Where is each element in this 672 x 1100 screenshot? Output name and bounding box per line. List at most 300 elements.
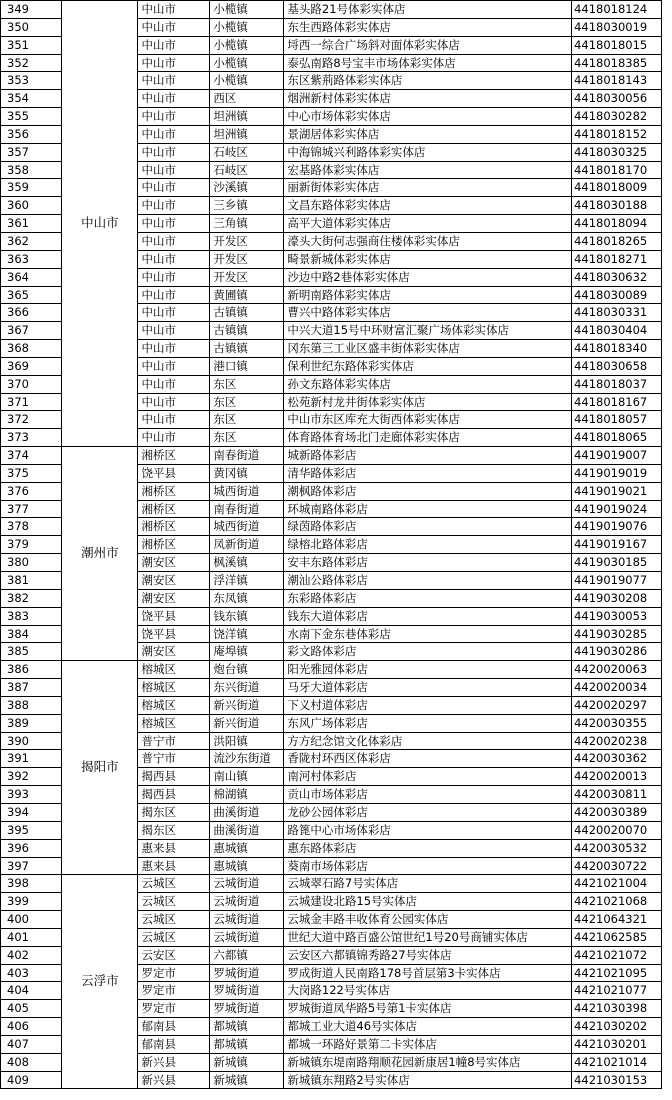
district-cell: 饶平县: [138, 464, 210, 482]
district-cell: 中山市: [138, 393, 210, 411]
town-cell: 开发区: [210, 268, 284, 286]
row-number-cell: 371: [1, 393, 62, 411]
station-code-cell: 4418018152: [572, 125, 662, 143]
station-code-cell: 4420020013: [572, 768, 662, 786]
row-number-cell: 387: [1, 679, 62, 697]
address-cell: 都城一环路好景第二卡实体店: [284, 1035, 572, 1053]
address-cell: 畸景新城体彩实体店: [284, 250, 572, 268]
town-cell: 东凤镇: [210, 589, 284, 607]
station-code-cell: 4418018265: [572, 232, 662, 250]
row-number-cell: 393: [1, 786, 62, 804]
town-cell: 西区: [210, 90, 284, 108]
district-cell: 湘桥区: [138, 518, 210, 536]
city-cell: 云浮市: [62, 875, 138, 1089]
town-cell: 洪阳镇: [210, 732, 284, 750]
address-cell: 南河村体彩店: [284, 768, 572, 786]
town-cell: 东兴街道: [210, 679, 284, 697]
address-cell: 沙边中路2巷体彩实体店: [284, 268, 572, 286]
station-code-cell: 4419030185: [572, 554, 662, 572]
row-number-cell: 409: [1, 1071, 62, 1089]
town-cell: 凤新街道: [210, 536, 284, 554]
row-number-cell: 391: [1, 750, 62, 768]
district-cell: 饶平县: [138, 607, 210, 625]
station-code-cell: 4418030658: [572, 357, 662, 375]
station-code-cell: 4418018271: [572, 250, 662, 268]
row-number-cell: 353: [1, 72, 62, 90]
address-cell: 方方纪念馆文化体彩店: [284, 732, 572, 750]
address-cell: 云城金丰路丰收体育公园实体店: [284, 911, 572, 929]
station-code-cell: 4418018124: [572, 1, 662, 19]
district-cell: 中山市: [138, 143, 210, 161]
address-cell: 云安区六都镇锦秀路27号实体店: [284, 946, 572, 964]
row-number-cell: 399: [1, 893, 62, 911]
station-code-cell: 4421030398: [572, 1000, 662, 1018]
address-cell: 钱东大道体彩店: [284, 607, 572, 625]
town-cell: 惠城镇: [210, 839, 284, 857]
town-cell: 小榄镇: [210, 36, 284, 54]
station-code-cell: 4419030053: [572, 607, 662, 625]
row-number-cell: 360: [1, 197, 62, 215]
town-cell: 云城街道: [210, 893, 284, 911]
district-cell: 中山市: [138, 340, 210, 358]
station-code-cell: 4418018057: [572, 411, 662, 429]
district-cell: 揭西县: [138, 786, 210, 804]
town-cell: 罗城街道: [210, 964, 284, 982]
town-cell: 东区: [210, 375, 284, 393]
town-cell: 云城街道: [210, 875, 284, 893]
row-number-cell: 388: [1, 696, 62, 714]
row-number-cell: 402: [1, 946, 62, 964]
district-cell: 湘桥区: [138, 536, 210, 554]
table-row: [1, 447, 662, 465]
district-cell: 普宁市: [138, 732, 210, 750]
district-cell: 中山市: [138, 411, 210, 429]
address-cell: 马牙大道体彩店: [284, 679, 572, 697]
station-code-cell: 4419019167: [572, 536, 662, 554]
address-cell: 保利世纪东路体彩实体店: [284, 357, 572, 375]
station-code-cell: 4420020034: [572, 679, 662, 697]
station-code-cell: 4420020063: [572, 661, 662, 679]
town-cell: 南山镇: [210, 768, 284, 786]
town-cell: 古镇镇: [210, 322, 284, 340]
station-code-cell: 4421064321: [572, 911, 662, 929]
row-number-cell: 403: [1, 964, 62, 982]
district-cell: 新兴县: [138, 1071, 210, 1089]
address-cell: 东风广场体彩店: [284, 714, 572, 732]
town-cell: 城西街道: [210, 482, 284, 500]
address-cell: 冈东第三工业区盛丰街体彩实体店: [284, 340, 572, 358]
address-cell: 葵南市场体彩店: [284, 857, 572, 875]
town-cell: 南春街道: [210, 447, 284, 465]
city-cell: 中山市: [62, 1, 138, 447]
district-cell: 惠来县: [138, 839, 210, 857]
address-cell: 中海锦城兴利路体彩实体店: [284, 143, 572, 161]
district-cell: 中山市: [138, 1, 210, 19]
district-cell: 罗定市: [138, 982, 210, 1000]
row-number-cell: 384: [1, 625, 62, 643]
district-cell: 潮安区: [138, 589, 210, 607]
station-code-cell: 4418018094: [572, 215, 662, 233]
station-code-cell: 4419030286: [572, 643, 662, 661]
station-code-cell: 4419030208: [572, 589, 662, 607]
address-cell: 罗城街道凤华路5号第1卡实体店: [284, 1000, 572, 1018]
table-row: [1, 661, 662, 679]
row-number-cell: 382: [1, 589, 62, 607]
address-cell: 潮枫路体彩店: [284, 482, 572, 500]
table-row: [1, 1, 662, 19]
row-number-cell: 356: [1, 125, 62, 143]
town-cell: 枫溪镇: [210, 554, 284, 572]
row-number-cell: 361: [1, 215, 62, 233]
town-cell: 港口镇: [210, 357, 284, 375]
district-cell: 中山市: [138, 36, 210, 54]
row-number-cell: 389: [1, 714, 62, 732]
district-cell: 揭东区: [138, 821, 210, 839]
district-cell: 郁南县: [138, 1018, 210, 1036]
district-cell: 罗定市: [138, 1000, 210, 1018]
station-code-cell: 4421030153: [572, 1071, 662, 1089]
row-number-cell: 381: [1, 572, 62, 590]
address-cell: 下义村道体彩店: [284, 696, 572, 714]
district-cell: 云安区: [138, 946, 210, 964]
row-number-cell: 367: [1, 322, 62, 340]
district-cell: 湘桥区: [138, 482, 210, 500]
address-cell: 绿茵路体彩店: [284, 518, 572, 536]
town-cell: 三乡镇: [210, 197, 284, 215]
district-cell: 中山市: [138, 250, 210, 268]
station-code-cell: 4420030389: [572, 803, 662, 821]
town-cell: 东区: [210, 429, 284, 447]
town-cell: 云城街道: [210, 911, 284, 929]
address-cell: 景湖居体彩实体店: [284, 125, 572, 143]
town-cell: 黄圃镇: [210, 286, 284, 304]
district-cell: 中山市: [138, 197, 210, 215]
row-number-cell: 375: [1, 464, 62, 482]
row-number-cell: 378: [1, 518, 62, 536]
station-code-cell: 4419030285: [572, 625, 662, 643]
address-cell: 新城镇东翔路2号实体店: [284, 1071, 572, 1089]
address-cell: 埒西一综合广场斜对面体彩实体店: [284, 36, 572, 54]
address-cell: 世纪大道中路百盛公馆世纪1号20号商铺实体店: [284, 928, 572, 946]
address-cell: 都城工业大道46号实体店: [284, 1018, 572, 1036]
district-cell: 中山市: [138, 161, 210, 179]
row-number-cell: 396: [1, 839, 62, 857]
town-cell: 罗城街道: [210, 1000, 284, 1018]
station-code-cell: 4418018015: [572, 36, 662, 54]
town-cell: 小榄镇: [210, 18, 284, 36]
address-cell: 基头路21号体彩实体店: [284, 1, 572, 19]
station-code-cell: 4419019007: [572, 447, 662, 465]
town-cell: 新城镇: [210, 1053, 284, 1071]
row-number-cell: 368: [1, 340, 62, 358]
town-cell: 曲溪街道: [210, 821, 284, 839]
district-cell: 潮安区: [138, 554, 210, 572]
town-cell: 浮洋镇: [210, 572, 284, 590]
station-code-cell: 4420030811: [572, 786, 662, 804]
district-cell: 中山市: [138, 322, 210, 340]
row-number-cell: 392: [1, 768, 62, 786]
address-cell: 高平大道体彩实体店: [284, 215, 572, 233]
district-cell: 中山市: [138, 215, 210, 233]
row-number-cell: 352: [1, 54, 62, 72]
address-cell: 东区紫荊路体彩实体店: [284, 72, 572, 90]
station-code-cell: 4418030404: [572, 322, 662, 340]
district-cell: 新兴县: [138, 1053, 210, 1071]
town-cell: 饶洋镇: [210, 625, 284, 643]
row-number-cell: 397: [1, 857, 62, 875]
town-cell: 新兴街道: [210, 714, 284, 732]
town-cell: 石岐区: [210, 161, 284, 179]
address-cell: 清华路体彩店: [284, 464, 572, 482]
district-cell: 中山市: [138, 125, 210, 143]
row-number-cell: 390: [1, 732, 62, 750]
address-cell: 安丰东路体彩店: [284, 554, 572, 572]
address-cell: 宏基路体彩实体店: [284, 161, 572, 179]
district-cell: 云城区: [138, 875, 210, 893]
station-code-cell: 4419019019: [572, 464, 662, 482]
address-cell: 贡山市场体彩店: [284, 786, 572, 804]
station-code-cell: 4418018065: [572, 429, 662, 447]
station-code-cell: 4421030201: [572, 1035, 662, 1053]
station-code-cell: 4420020070: [572, 821, 662, 839]
address-cell: 新城镇东堤南路翔顺花园新康居1幢8号实体店: [284, 1053, 572, 1071]
town-cell: 小榄镇: [210, 72, 284, 90]
station-code-cell: 4419019021: [572, 482, 662, 500]
row-number-cell: 362: [1, 232, 62, 250]
address-cell: 城新路体彩店: [284, 447, 572, 465]
station-code-cell: 4418018009: [572, 179, 662, 197]
station-code-cell: 4421062585: [572, 928, 662, 946]
address-cell: 大岗路122号实体店: [284, 982, 572, 1000]
address-cell: 绿榕北路体彩店: [284, 536, 572, 554]
address-cell: 彩文路体彩店: [284, 643, 572, 661]
row-number-cell: 369: [1, 357, 62, 375]
station-code-cell: 4419019024: [572, 500, 662, 518]
district-cell: 郁南县: [138, 1035, 210, 1053]
town-cell: 流沙东街道: [210, 750, 284, 768]
district-cell: 潮安区: [138, 572, 210, 590]
town-cell: 古镇镇: [210, 304, 284, 322]
district-cell: 中山市: [138, 54, 210, 72]
district-cell: 饶平县: [138, 625, 210, 643]
address-cell: 中心市场体彩实体店: [284, 108, 572, 126]
row-number-cell: 380: [1, 554, 62, 572]
town-cell: 三角镇: [210, 215, 284, 233]
district-cell: 中山市: [138, 232, 210, 250]
address-cell: 新明南路体彩实体店: [284, 286, 572, 304]
address-cell: 路篦中心市场体彩店: [284, 821, 572, 839]
station-code-cell: 4418018167: [572, 393, 662, 411]
station-code-cell: 4418018170: [572, 161, 662, 179]
town-cell: 石岐区: [210, 143, 284, 161]
address-cell: 潮汕公路体彩店: [284, 572, 572, 590]
row-number-cell: 395: [1, 821, 62, 839]
row-number-cell: 351: [1, 36, 62, 54]
town-cell: 罗城街道: [210, 982, 284, 1000]
station-code-cell: 4421021068: [572, 893, 662, 911]
district-cell: 湘桥区: [138, 447, 210, 465]
outlet-table-body: [1, 1, 662, 1089]
address-cell: 中兴大道15号中环财富汇聚广场体彩实体店: [284, 322, 572, 340]
town-cell: 新兴街道: [210, 696, 284, 714]
row-number-cell: 401: [1, 928, 62, 946]
row-number-cell: 379: [1, 536, 62, 554]
district-cell: 中山市: [138, 429, 210, 447]
town-cell: 惠城镇: [210, 857, 284, 875]
district-cell: 中山市: [138, 90, 210, 108]
address-cell: 云城翠石路7号实体店: [284, 875, 572, 893]
row-number-cell: 374: [1, 447, 62, 465]
station-code-cell: 4421021077: [572, 982, 662, 1000]
district-cell: 揭西县: [138, 768, 210, 786]
district-cell: 中山市: [138, 304, 210, 322]
town-cell: 东区: [210, 411, 284, 429]
district-cell: 中山市: [138, 268, 210, 286]
station-code-cell: 4418018340: [572, 340, 662, 358]
district-cell: 中山市: [138, 375, 210, 393]
address-cell: 曹兴中路体彩实体店: [284, 304, 572, 322]
station-code-cell: 4418030089: [572, 286, 662, 304]
district-cell: 榕城区: [138, 714, 210, 732]
address-cell: 环城南路体彩店: [284, 500, 572, 518]
station-code-cell: 4419019077: [572, 572, 662, 590]
station-code-cell: 4418030331: [572, 304, 662, 322]
row-number-cell: 364: [1, 268, 62, 286]
address-cell: 香陇村环西区体彩店: [284, 750, 572, 768]
district-cell: 中山市: [138, 286, 210, 304]
town-cell: 小榄镇: [210, 1, 284, 19]
station-code-cell: 4418030056: [572, 90, 662, 108]
address-cell: 孙文东路体彩实体店: [284, 375, 572, 393]
row-number-cell: 407: [1, 1035, 62, 1053]
town-cell: 六都镇: [210, 946, 284, 964]
address-cell: 丽新街体彩实体店: [284, 179, 572, 197]
station-code-cell: 4421021004: [572, 875, 662, 893]
station-code-cell: 4421021095: [572, 964, 662, 982]
row-number-cell: 406: [1, 1018, 62, 1036]
station-code-cell: 4418030188: [572, 197, 662, 215]
district-cell: 中山市: [138, 179, 210, 197]
address-cell: 文昌东路体彩实体店: [284, 197, 572, 215]
district-cell: 云城区: [138, 928, 210, 946]
address-cell: 泰弘南路8号宝丰市场体彩实体店: [284, 54, 572, 72]
row-number-cell: 385: [1, 643, 62, 661]
district-cell: 惠来县: [138, 857, 210, 875]
row-number-cell: 355: [1, 108, 62, 126]
station-code-cell: 4420030355: [572, 714, 662, 732]
town-cell: 黄冈镇: [210, 464, 284, 482]
station-code-cell: 4418030282: [572, 108, 662, 126]
address-cell: 东生西路体彩实体店: [284, 18, 572, 36]
row-number-cell: 349: [1, 1, 62, 19]
row-number-cell: 365: [1, 286, 62, 304]
address-cell: 烟洲新村体彩实体店: [284, 90, 572, 108]
row-number-cell: 363: [1, 250, 62, 268]
row-number-cell: 383: [1, 607, 62, 625]
row-number-cell: 366: [1, 304, 62, 322]
address-cell: 阳光雅园体彩店: [284, 661, 572, 679]
address-cell: 罗成街道人民南路178号首层第3卡实体店: [284, 964, 572, 982]
row-number-cell: 372: [1, 411, 62, 429]
town-cell: 新城镇: [210, 1071, 284, 1089]
district-cell: 中山市: [138, 357, 210, 375]
row-number-cell: 377: [1, 500, 62, 518]
town-cell: 东区: [210, 393, 284, 411]
town-cell: 炮台镇: [210, 661, 284, 679]
district-cell: 榕城区: [138, 661, 210, 679]
town-cell: 沙溪镇: [210, 179, 284, 197]
row-number-cell: 398: [1, 875, 62, 893]
row-number-cell: 358: [1, 161, 62, 179]
town-cell: 都城镇: [210, 1018, 284, 1036]
station-code-cell: 4420030532: [572, 839, 662, 857]
town-cell: 坦洲镇: [210, 125, 284, 143]
address-cell: 松苑新村龙井街体彩实体店: [284, 393, 572, 411]
row-number-cell: 400: [1, 911, 62, 929]
town-cell: 钱东镇: [210, 607, 284, 625]
district-cell: 湘桥区: [138, 500, 210, 518]
station-code-cell: 4418030019: [572, 18, 662, 36]
district-cell: 榕城区: [138, 696, 210, 714]
address-cell: 惠东路体彩店: [284, 839, 572, 857]
district-cell: 普宁市: [138, 750, 210, 768]
town-cell: 曲溪街道: [210, 803, 284, 821]
town-cell: 棉湖镇: [210, 786, 284, 804]
town-cell: 城西街道: [210, 518, 284, 536]
row-number-cell: 370: [1, 375, 62, 393]
station-code-cell: 4421021072: [572, 946, 662, 964]
address-cell: 水南下金东巷体彩店: [284, 625, 572, 643]
town-cell: 都城镇: [210, 1035, 284, 1053]
district-cell: 云城区: [138, 893, 210, 911]
district-cell: 云城区: [138, 911, 210, 929]
address-cell: 龙砂公园体彩店: [284, 803, 572, 821]
town-cell: 庵埠镇: [210, 643, 284, 661]
district-cell: 罗定市: [138, 964, 210, 982]
station-code-cell: 4419019076: [572, 518, 662, 536]
row-number-cell: 376: [1, 482, 62, 500]
city-cell: 潮州市: [62, 447, 138, 661]
address-cell: 云城建设北路15号实体店: [284, 893, 572, 911]
station-code-cell: 4418018385: [572, 54, 662, 72]
station-code-cell: 4420030722: [572, 857, 662, 875]
district-cell: 潮安区: [138, 643, 210, 661]
city-cell: 揭阳市: [62, 661, 138, 875]
row-number-cell: 350: [1, 18, 62, 36]
town-cell: 古镇镇: [210, 340, 284, 358]
district-cell: 中山市: [138, 72, 210, 90]
station-code-cell: 4420020238: [572, 732, 662, 750]
town-cell: 坦洲镇: [210, 108, 284, 126]
town-cell: 开发区: [210, 250, 284, 268]
station-code-cell: 4420030362: [572, 750, 662, 768]
town-cell: 南春街道: [210, 500, 284, 518]
row-number-cell: 404: [1, 982, 62, 1000]
address-cell: 中山市东区库充大街西体彩实体店: [284, 411, 572, 429]
row-number-cell: 354: [1, 90, 62, 108]
station-code-cell: 4420020297: [572, 696, 662, 714]
row-number-cell: 394: [1, 803, 62, 821]
station-code-cell: 4421030202: [572, 1018, 662, 1036]
address-cell: 濠头大街何志强商住楼体彩实体店: [284, 232, 572, 250]
town-cell: 小榄镇: [210, 54, 284, 72]
station-code-cell: 4418018143: [572, 72, 662, 90]
town-cell: 云城街道: [210, 928, 284, 946]
station-code-cell: 4418030325: [572, 143, 662, 161]
district-cell: 中山市: [138, 108, 210, 126]
row-number-cell: 408: [1, 1053, 62, 1071]
row-number-cell: 357: [1, 143, 62, 161]
